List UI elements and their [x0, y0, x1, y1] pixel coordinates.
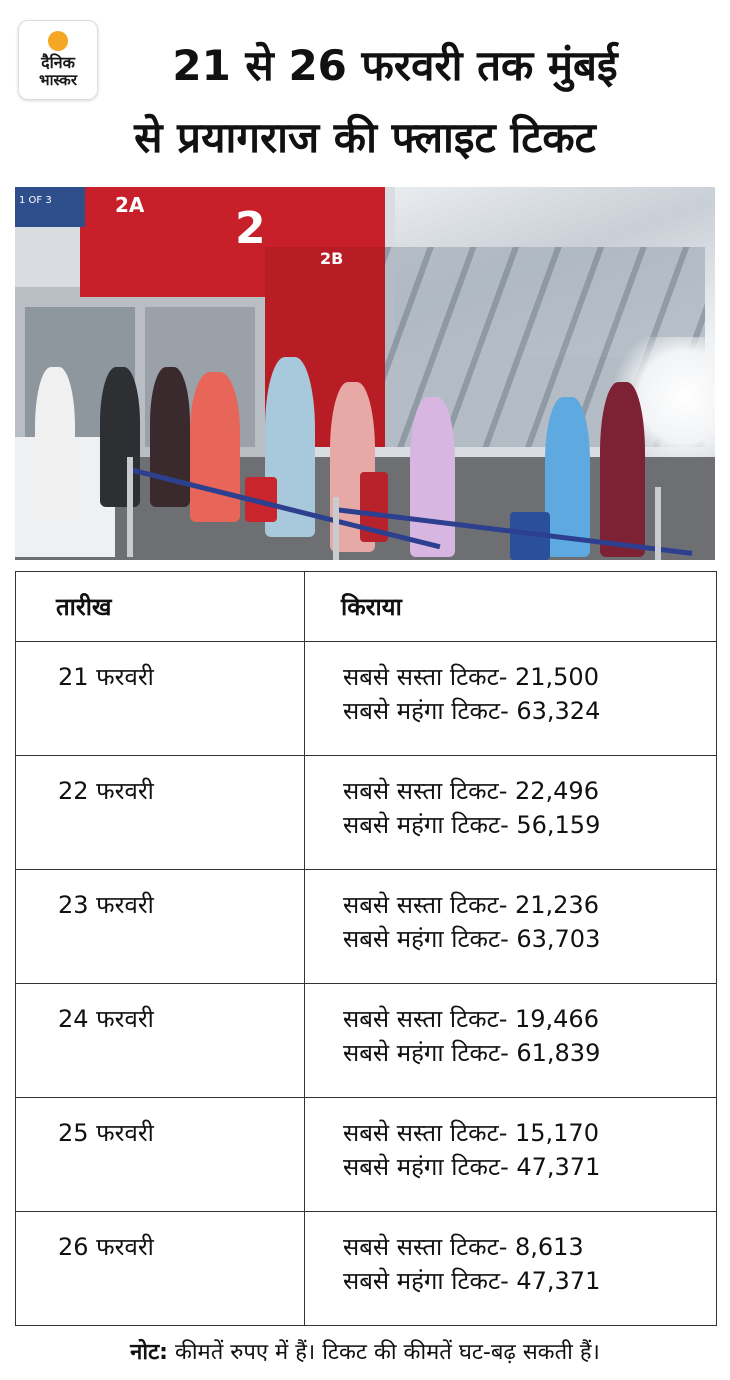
logo-text-line1: दैनिक: [41, 53, 75, 72]
info-sign-panel: [15, 187, 85, 227]
cheapest-fare: सबसे सस्ता टिकट- 19,466: [343, 1005, 599, 1033]
costliest-fare: सबसे महंगा टिकट- 56,159: [343, 811, 601, 839]
fare-cell: [305, 1098, 717, 1212]
column-header-date: [16, 572, 305, 642]
table-row: [16, 984, 717, 1098]
cheapest-fare: सबसे सस्ता टिकट- 22,496: [343, 777, 599, 805]
gate-sign-2: 2: [235, 203, 266, 254]
passenger: [100, 367, 140, 507]
headline-line1: 21 से 26 फरवरी तक मुंबई: [172, 41, 618, 90]
costliest-fare: सबसे महंगा टिकट- 63,703: [343, 925, 601, 953]
costliest-fare: सबसे महंगा टिकट- 63,324: [343, 697, 601, 725]
footnote: [0, 1336, 730, 1366]
cheapest-fare: सबसे सस्ता टिकट- 15,170: [343, 1119, 599, 1147]
passenger: [35, 367, 75, 517]
date-cell: [16, 984, 305, 1098]
table-row: [16, 1212, 717, 1326]
table-row: [16, 1098, 717, 1212]
table-row: [16, 756, 717, 870]
fare-cell: [305, 642, 717, 756]
fare-cell: [305, 984, 717, 1098]
date-cell: [16, 1098, 305, 1212]
header-label: तारीख: [56, 593, 112, 621]
passenger: [150, 367, 190, 507]
logo-text-line2: भास्कर: [39, 71, 77, 89]
header: [0, 0, 730, 180]
date-cell: [16, 642, 305, 756]
date-text: 26 फरवरी: [58, 1233, 154, 1261]
table-header-row: [16, 572, 717, 642]
date-cell: [16, 870, 305, 984]
fare-cell: [305, 870, 717, 984]
airport-terminal-photo: [15, 187, 715, 560]
cheapest-fare: सबसे सस्ता टिकट- 21,236: [343, 891, 599, 919]
date-text: 25 फरवरी: [58, 1119, 154, 1147]
table-row: [16, 642, 717, 756]
header-label: किराया: [341, 593, 402, 621]
gate-sign-2a: 2A: [115, 193, 145, 217]
costliest-fare: सबसे महंगा टिकट- 47,371: [343, 1153, 601, 1181]
cheapest-fare: सबसे सस्ता टिकट- 21,500: [343, 663, 599, 691]
passenger: [410, 397, 455, 557]
passenger: [190, 372, 240, 522]
fare-cell: [305, 1212, 717, 1326]
costliest-fare: सबसे महंगा टिकट- 61,839: [343, 1039, 601, 1067]
note-label: नोट:: [130, 1340, 168, 1365]
date-cell: [16, 1212, 305, 1326]
gate-sign-2b: 2B: [320, 249, 344, 268]
cheapest-fare: सबसे सस्ता टिकट- 8,613: [343, 1233, 584, 1261]
date-text: 22 फरवरी: [58, 777, 154, 805]
date-cell: [16, 756, 305, 870]
queue-post: [655, 487, 661, 560]
queue-post: [127, 457, 133, 557]
date-text: 23 फरवरी: [58, 891, 154, 919]
queue-post: [333, 497, 339, 560]
costliest-fare: सबसे महंगा टिकट- 47,371: [343, 1267, 601, 1295]
fare-cell: [305, 756, 717, 870]
note-text: कीमतें रुपए में हैं। टिकट की कीमतें घट-बढ़ सकती हैं।: [174, 1340, 600, 1365]
info-sign-text: 1 OF 3: [19, 195, 52, 206]
headline-line2: से प्रयागराज की फ्लाइट टिकट: [134, 113, 596, 162]
table-row: [16, 870, 717, 984]
column-header-fare: [305, 572, 717, 642]
date-text: 24 फरवरी: [58, 1005, 154, 1033]
fare-table: [15, 571, 717, 1326]
date-text: 21 फरवरी: [58, 663, 154, 691]
passenger: [600, 382, 645, 557]
